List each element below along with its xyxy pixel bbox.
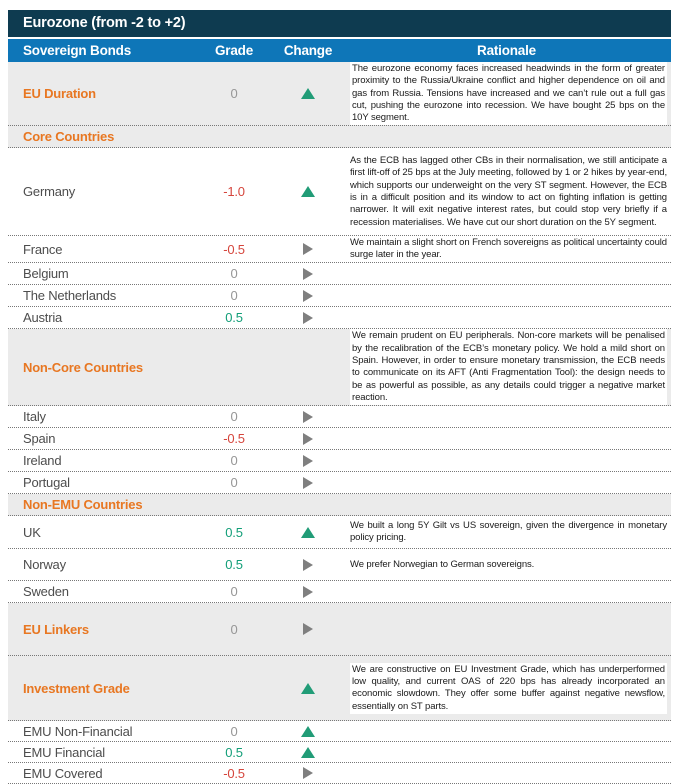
table-body (8, 62, 671, 784)
change-cell (274, 455, 342, 467)
grade-value: 0 (230, 266, 238, 282)
rationale-cell (342, 62, 671, 125)
column-header-sovereign-bonds: Sovereign Bonds (23, 43, 132, 58)
bond-name: Austria (23, 310, 63, 326)
section-label: Non-Core Countries (23, 359, 143, 375)
section-label: EU Linkers (23, 621, 89, 637)
table-row-the-netherlands (8, 285, 671, 307)
column-header-row (8, 39, 671, 62)
grade-value: 0.5 (225, 744, 243, 760)
table-row-belgium (8, 263, 671, 285)
bond-name: Sweden (23, 584, 69, 600)
rationale-text: We maintain a slight short on French sovereigns as political uncertainty could surge later in the year. (350, 237, 667, 261)
rationale-text: We built a long 5Y Gilt vs US sovereign, given the divergence in monetary policy pricing. (350, 519, 667, 544)
table-row-portugal (8, 472, 671, 494)
change-up-icon (301, 726, 315, 737)
change-cell (274, 312, 342, 324)
table-row-italy (8, 406, 671, 428)
change-up-icon (301, 88, 315, 99)
change-right-icon (303, 312, 313, 324)
bond-name: Norway (23, 557, 66, 573)
grade-value: -0.5 (223, 765, 245, 781)
table-row-core-countries (8, 126, 671, 148)
bond-name: Portugal (23, 475, 70, 491)
grade-value: 0 (230, 621, 238, 637)
table-row-emu-non-financial (8, 721, 671, 742)
rationale-cell (342, 520, 671, 545)
change-cell (274, 527, 342, 538)
bond-name: UK (23, 524, 41, 540)
change-cell (274, 433, 342, 445)
bond-name: The Netherlands (23, 288, 117, 304)
table-row-investment-grade (8, 656, 671, 721)
bond-name: Spain (23, 431, 56, 447)
rationale-cell (342, 237, 671, 262)
change-up-icon (301, 683, 315, 694)
column-header-grade: Grade (214, 43, 254, 58)
change-up-icon (301, 527, 315, 538)
bond-name: France (23, 241, 63, 257)
change-cell (274, 88, 342, 99)
section-label: Investment Grade (23, 680, 130, 696)
bond-name: EMU Financial (23, 744, 105, 760)
bond-name: Ireland (23, 453, 62, 469)
section-label: Core Countries (23, 129, 115, 145)
sovereign-bonds-table (8, 10, 671, 784)
bond-name: Belgium (23, 266, 69, 282)
change-cell (274, 726, 342, 737)
table-row-austria (8, 307, 671, 329)
grade-value: 0 (230, 453, 238, 469)
change-right-icon (303, 586, 313, 598)
rationale-text: As the ECB has lagged other CBs in their normalisation, we still anticipate a first lift-off of 25 bps at the July meeting, followed by 1 or 2 hikes by year-end, which supports our underweight on the very ST segment. However, the ECB is in a difficult position and its window to act on fighting inflation is getting narrower. It will exit negative interest rates, but could stop very briefly if a recession materialises. We have cut our short duration on the 5Y segment. (350, 155, 667, 228)
change-cell (274, 586, 342, 598)
bond-name: Germany (23, 184, 76, 200)
change-right-icon (303, 559, 313, 571)
grade-value: 0.5 (225, 524, 243, 540)
rationale-text: We are constructive on EU Investment Grade, which has underperformed low quality, and current OAS of 220 bps has already incorporated an economic slowdown. They offer some buffer against negative newsflow, essentially on ST parts. (350, 663, 667, 714)
change-up-icon (301, 186, 315, 197)
grade-value: 0 (230, 409, 238, 425)
section-label: Non-EMU Countries (23, 497, 143, 513)
change-cell (274, 243, 342, 255)
bond-name: EMU Covered (23, 765, 103, 781)
change-cell (274, 290, 342, 302)
change-right-icon (303, 243, 313, 255)
grade-value: -0.5 (223, 431, 245, 447)
grade-value: 0 (230, 584, 238, 600)
grade-value: 0.5 (225, 310, 243, 326)
grade-value: 0 (230, 86, 238, 102)
change-right-icon (303, 268, 313, 280)
bond-name: EMU Non-Financial (23, 723, 133, 739)
table-title: Eurozone (from -2 to +2) (8, 10, 671, 37)
change-right-icon (303, 411, 313, 423)
table-row-sweden (8, 581, 671, 603)
change-right-icon (303, 290, 313, 302)
rationale-text: We prefer Norwegian to German sovereigns. (350, 558, 535, 570)
table-row-norway (8, 549, 671, 581)
table-row-uk (8, 516, 671, 549)
rationale-text: We remain prudent on EU peripherals. Non-core markets will be penalised by the recalibration of the ECB’s monetary policy. We hold a mild short on Spain. However, in order to ensure monetary transmission, the ECB needs to communicate on its AFT (Anti Fragmentation Tool): the design needs to be as powerful as possible, as any details could trigger a negative market reaction. (350, 329, 667, 405)
column-header-rationale: Rationale (477, 43, 536, 58)
change-cell (274, 747, 342, 758)
change-right-icon (303, 767, 313, 779)
change-right-icon (303, 455, 313, 467)
grade-value: 0 (230, 288, 238, 304)
change-right-icon (303, 623, 313, 635)
change-right-icon (303, 433, 313, 445)
grade-value: -1.0 (223, 184, 245, 200)
rationale-cell (342, 559, 671, 571)
table-row-non-core-countries (8, 329, 671, 406)
change-cell (274, 767, 342, 779)
grade-value: 0.5 (225, 557, 243, 573)
rationale-cell (342, 663, 671, 714)
change-cell (274, 623, 342, 635)
table-row-emu-financial (8, 742, 671, 763)
table-row-spain (8, 428, 671, 450)
table-row-non-emu-countries (8, 494, 671, 516)
change-cell (274, 186, 342, 197)
table-row-eu-linkers (8, 603, 671, 656)
change-cell (274, 477, 342, 489)
grade-value: 0 (230, 723, 238, 739)
table-row-ireland (8, 450, 671, 472)
change-up-icon (301, 747, 315, 758)
change-right-icon (303, 477, 313, 489)
table-row-eu-duration (8, 62, 671, 126)
rationale-text: The eurozone economy faces increased headwinds in the form of greater proximity to the Russia/Ukraine conflict and higher dependence on oil and gas from Russia. Tensions have increased and we can’t rule out a full gas cut, pushing the eurozone into recession. We have bought 25 bps on the 10Y segment. (350, 62, 667, 125)
column-header-change: Change (283, 43, 333, 58)
section-label: EU Duration (23, 86, 96, 102)
table-row-emu-covered (8, 763, 671, 784)
change-cell (274, 559, 342, 571)
change-cell (274, 411, 342, 423)
grade-value: 0 (230, 475, 238, 491)
table-row-germany (8, 148, 671, 236)
table-row-france (8, 236, 671, 263)
change-cell (274, 683, 342, 694)
rationale-cell (342, 155, 671, 229)
grade-value: -0.5 (223, 241, 245, 257)
bond-name: Italy (23, 409, 46, 425)
change-cell (274, 268, 342, 280)
rationale-cell (342, 329, 671, 405)
